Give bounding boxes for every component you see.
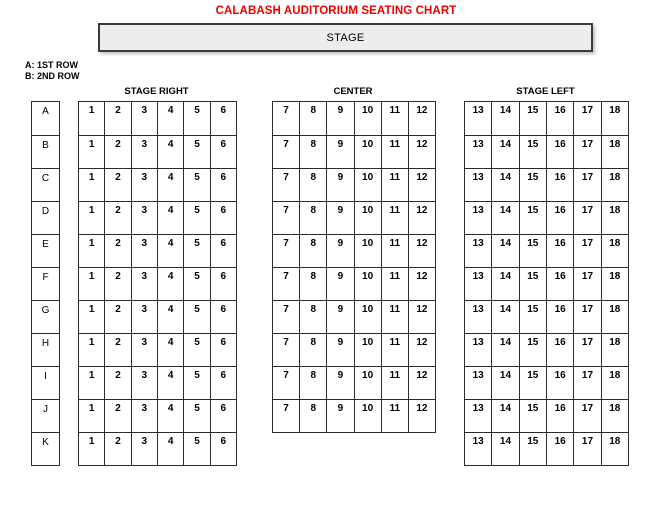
seat-row xyxy=(273,234,435,267)
seat: 11 xyxy=(381,136,408,168)
seat: 16 xyxy=(546,334,573,366)
seat: 16 xyxy=(546,202,573,234)
seat-row xyxy=(79,201,236,234)
seat: 5 xyxy=(183,235,209,267)
seat: 6 xyxy=(210,268,236,300)
seat: 15 xyxy=(519,334,546,366)
seat: 3 xyxy=(131,268,157,300)
seat-row xyxy=(465,366,628,399)
seat: 10 xyxy=(354,400,381,432)
seat: 1 xyxy=(88,436,95,447)
seat: 8 xyxy=(299,102,326,135)
seat: 17 xyxy=(573,169,600,201)
seat-row xyxy=(273,201,435,234)
seat: 1 xyxy=(88,205,95,216)
seat: 2 xyxy=(104,169,130,201)
seat: 18 xyxy=(601,433,628,465)
seat: 9 xyxy=(326,367,353,399)
seat: 17 xyxy=(573,202,600,234)
seat: 17 xyxy=(573,400,600,432)
seat: 11 xyxy=(381,367,408,399)
seat-row xyxy=(273,399,435,432)
seat: 16 xyxy=(546,400,573,432)
seat-row xyxy=(465,432,628,465)
seat: 10 xyxy=(354,334,381,366)
row-label: A xyxy=(42,106,49,117)
seat: 1 xyxy=(88,139,95,150)
seat: 14 xyxy=(491,400,518,432)
seat: 13 xyxy=(472,304,484,315)
seat-row xyxy=(273,300,435,333)
seat: 2 xyxy=(104,367,130,399)
seat-row xyxy=(273,135,435,168)
seat: 15 xyxy=(519,235,546,267)
seat: 18 xyxy=(601,301,628,333)
seat: 4 xyxy=(157,169,183,201)
seat: 1 xyxy=(88,105,95,116)
seat: 3 xyxy=(131,334,157,366)
seat: 14 xyxy=(491,235,518,267)
seat-row xyxy=(465,102,628,135)
seat: 9 xyxy=(326,301,353,333)
seat: 15 xyxy=(519,268,546,300)
seat: 10 xyxy=(354,169,381,201)
seat: 5 xyxy=(183,301,209,333)
seat-row xyxy=(79,102,236,135)
seat: 2 xyxy=(104,102,130,135)
seat-row xyxy=(465,135,628,168)
row-label: E xyxy=(32,234,59,267)
section-header-center: CENTER xyxy=(333,86,373,97)
seat: 8 xyxy=(299,301,326,333)
seat: 6 xyxy=(210,102,236,135)
seat: 5 xyxy=(183,334,209,366)
row-label: G xyxy=(32,300,59,333)
seat: 16 xyxy=(546,169,573,201)
seat: 15 xyxy=(519,202,546,234)
seat: 17 xyxy=(573,301,600,333)
seat: 9 xyxy=(326,202,353,234)
seat: 5 xyxy=(183,136,209,168)
seat-row xyxy=(465,300,628,333)
seat: 12 xyxy=(408,235,435,267)
row-label: J xyxy=(32,399,59,432)
seat: 9 xyxy=(326,136,353,168)
seat: 9 xyxy=(326,102,353,135)
section-header-stage-right: STAGE RIGHT xyxy=(124,86,189,97)
seat: 14 xyxy=(491,334,518,366)
seat: 18 xyxy=(601,169,628,201)
row-label: K xyxy=(32,432,59,465)
seat-row xyxy=(79,135,236,168)
seat: 13 xyxy=(472,337,484,348)
seat: 11 xyxy=(381,102,408,135)
seat: 11 xyxy=(381,235,408,267)
seat: 2 xyxy=(104,268,130,300)
row-label: C xyxy=(32,168,59,201)
seat: 15 xyxy=(519,301,546,333)
seat-row xyxy=(465,267,628,300)
seat: 14 xyxy=(491,136,518,168)
seat: 14 xyxy=(491,301,518,333)
seat: 17 xyxy=(573,334,600,366)
seat: 4 xyxy=(157,235,183,267)
seat: 5 xyxy=(183,400,209,432)
seat: 1 xyxy=(88,403,95,414)
seat: 12 xyxy=(408,169,435,201)
seat: 7 xyxy=(283,337,289,348)
seat: 17 xyxy=(573,136,600,168)
seat: 3 xyxy=(131,235,157,267)
seat: 14 xyxy=(491,202,518,234)
row-label-column xyxy=(31,101,60,466)
seat: 4 xyxy=(157,367,183,399)
row-label: F xyxy=(32,267,59,300)
seat: 6 xyxy=(210,202,236,234)
legend-line-a: A: 1ST ROW xyxy=(25,60,78,70)
seat: 18 xyxy=(601,334,628,366)
seat: 15 xyxy=(519,367,546,399)
section-grid-stage-right xyxy=(78,101,237,466)
seat-row xyxy=(465,333,628,366)
seat: 15 xyxy=(519,102,546,135)
seat-row xyxy=(79,300,236,333)
seat: 16 xyxy=(546,367,573,399)
seat: 5 xyxy=(183,169,209,201)
seat: 14 xyxy=(491,367,518,399)
seat: 3 xyxy=(131,367,157,399)
seat: 17 xyxy=(573,367,600,399)
seat: 12 xyxy=(408,367,435,399)
section-grid-stage-left xyxy=(464,101,629,466)
seat: 3 xyxy=(131,301,157,333)
seat: 18 xyxy=(601,367,628,399)
seat: 14 xyxy=(491,268,518,300)
seat: 6 xyxy=(210,136,236,168)
seat: 8 xyxy=(299,334,326,366)
seat: 6 xyxy=(210,169,236,201)
seat: 8 xyxy=(299,136,326,168)
seat-row xyxy=(465,399,628,432)
seat: 4 xyxy=(157,400,183,432)
seat: 2 xyxy=(104,400,130,432)
seat: 17 xyxy=(573,433,600,465)
seat: 5 xyxy=(183,433,209,465)
seat: 13 xyxy=(472,205,484,216)
seat: 8 xyxy=(299,202,326,234)
seat: 10 xyxy=(354,367,381,399)
seat-row xyxy=(79,399,236,432)
seat: 3 xyxy=(131,433,157,465)
legend-line-b: B: 2ND ROW xyxy=(25,71,80,81)
stage-label: STAGE xyxy=(326,31,365,44)
seat: 12 xyxy=(408,136,435,168)
seat: 15 xyxy=(519,400,546,432)
section-grid-center xyxy=(272,101,436,433)
seat: 17 xyxy=(573,268,600,300)
seat-row xyxy=(465,234,628,267)
seat-row xyxy=(79,168,236,201)
section-header-stage-left: STAGE LEFT xyxy=(516,86,575,97)
chart-title: CALABASH AUDITORIUM SEATING CHART xyxy=(215,5,457,17)
seat: 7 xyxy=(283,205,289,216)
seat: 5 xyxy=(183,202,209,234)
seat: 14 xyxy=(491,169,518,201)
seat: 7 xyxy=(283,238,289,249)
seat: 3 xyxy=(131,400,157,432)
seat: 15 xyxy=(519,136,546,168)
seat: 17 xyxy=(573,235,600,267)
seat: 16 xyxy=(546,136,573,168)
seat: 2 xyxy=(104,136,130,168)
seat: 13 xyxy=(472,139,484,150)
seat: 10 xyxy=(354,268,381,300)
seat: 7 xyxy=(283,271,289,282)
seat: 16 xyxy=(546,433,573,465)
seat-row xyxy=(79,267,236,300)
seat: 6 xyxy=(210,367,236,399)
seat: 18 xyxy=(601,268,628,300)
seat-row xyxy=(79,234,236,267)
seat: 4 xyxy=(157,301,183,333)
seat: 9 xyxy=(326,400,353,432)
seat: 13 xyxy=(472,238,484,249)
seat: 11 xyxy=(381,301,408,333)
seat: 3 xyxy=(131,102,157,135)
row-label: D xyxy=(32,201,59,234)
seat: 10 xyxy=(354,202,381,234)
seat: 16 xyxy=(546,235,573,267)
seat: 9 xyxy=(326,334,353,366)
seat: 12 xyxy=(408,268,435,300)
seat: 12 xyxy=(408,202,435,234)
seat: 4 xyxy=(157,136,183,168)
seat: 6 xyxy=(210,334,236,366)
legend xyxy=(25,60,80,82)
seat-row xyxy=(273,333,435,366)
seat: 6 xyxy=(210,235,236,267)
seat: 13 xyxy=(472,436,484,447)
seat: 14 xyxy=(491,433,518,465)
seat: 10 xyxy=(354,235,381,267)
seat: 1 xyxy=(88,337,95,348)
seat: 7 xyxy=(283,403,289,414)
seat-row xyxy=(465,168,628,201)
seat: 7 xyxy=(283,105,289,116)
seat: 4 xyxy=(157,334,183,366)
seat: 6 xyxy=(210,433,236,465)
seat: 4 xyxy=(157,202,183,234)
seat-row xyxy=(273,267,435,300)
seat: 12 xyxy=(408,301,435,333)
seat: 16 xyxy=(546,301,573,333)
seat-row xyxy=(79,333,236,366)
seat-row xyxy=(79,432,236,465)
seat: 4 xyxy=(157,433,183,465)
row-label: H xyxy=(32,333,59,366)
seat: 13 xyxy=(472,403,484,414)
seat: 5 xyxy=(183,102,209,135)
seat: 18 xyxy=(601,136,628,168)
seat: 2 xyxy=(104,301,130,333)
seat: 2 xyxy=(104,202,130,234)
row-label: I xyxy=(32,366,59,399)
row-label: B xyxy=(32,135,59,168)
seat: 7 xyxy=(283,139,289,150)
seat: 7 xyxy=(283,172,289,183)
seat: 1 xyxy=(88,172,95,183)
seat-row xyxy=(465,201,628,234)
seat: 15 xyxy=(519,169,546,201)
seat: 8 xyxy=(299,268,326,300)
seat: 14 xyxy=(491,102,518,135)
seat: 9 xyxy=(326,169,353,201)
seat: 13 xyxy=(472,172,484,183)
seat: 9 xyxy=(326,235,353,267)
seat: 16 xyxy=(546,102,573,135)
seat: 1 xyxy=(88,304,95,315)
seat: 18 xyxy=(601,235,628,267)
seat: 6 xyxy=(210,400,236,432)
seat: 8 xyxy=(299,400,326,432)
seat-row xyxy=(273,366,435,399)
seat: 10 xyxy=(354,136,381,168)
seat: 5 xyxy=(183,367,209,399)
seat: 4 xyxy=(157,268,183,300)
seat: 3 xyxy=(131,169,157,201)
seat: 1 xyxy=(88,238,95,249)
seat-row xyxy=(273,168,435,201)
seat: 17 xyxy=(573,102,600,135)
seat: 7 xyxy=(283,370,289,381)
seat: 18 xyxy=(601,202,628,234)
seat: 5 xyxy=(183,268,209,300)
seat-row xyxy=(273,102,435,135)
seat: 3 xyxy=(131,202,157,234)
seat: 12 xyxy=(408,400,435,432)
seat: 11 xyxy=(381,400,408,432)
seat: 1 xyxy=(88,370,95,381)
seat-row xyxy=(79,366,236,399)
seat: 11 xyxy=(381,268,408,300)
seat: 11 xyxy=(381,169,408,201)
seat: 2 xyxy=(104,235,130,267)
seat: 7 xyxy=(283,304,289,315)
seat: 8 xyxy=(299,367,326,399)
seat: 3 xyxy=(131,136,157,168)
seat: 11 xyxy=(381,334,408,366)
seat: 10 xyxy=(354,301,381,333)
seat: 13 xyxy=(472,370,484,381)
seat: 12 xyxy=(408,102,435,135)
seat: 13 xyxy=(472,105,484,116)
stage-box xyxy=(98,23,593,52)
seat: 8 xyxy=(299,235,326,267)
seat: 10 xyxy=(354,102,381,135)
seat: 1 xyxy=(88,271,95,282)
seat: 9 xyxy=(326,268,353,300)
seat: 13 xyxy=(472,271,484,282)
seat: 18 xyxy=(601,400,628,432)
seat: 12 xyxy=(408,334,435,366)
seat: 2 xyxy=(104,433,130,465)
seat: 18 xyxy=(601,102,628,135)
seat: 6 xyxy=(210,301,236,333)
seat: 4 xyxy=(157,102,183,135)
seat: 16 xyxy=(546,268,573,300)
seat: 11 xyxy=(381,202,408,234)
seat: 8 xyxy=(299,169,326,201)
seat: 15 xyxy=(519,433,546,465)
seat: 2 xyxy=(104,334,130,366)
